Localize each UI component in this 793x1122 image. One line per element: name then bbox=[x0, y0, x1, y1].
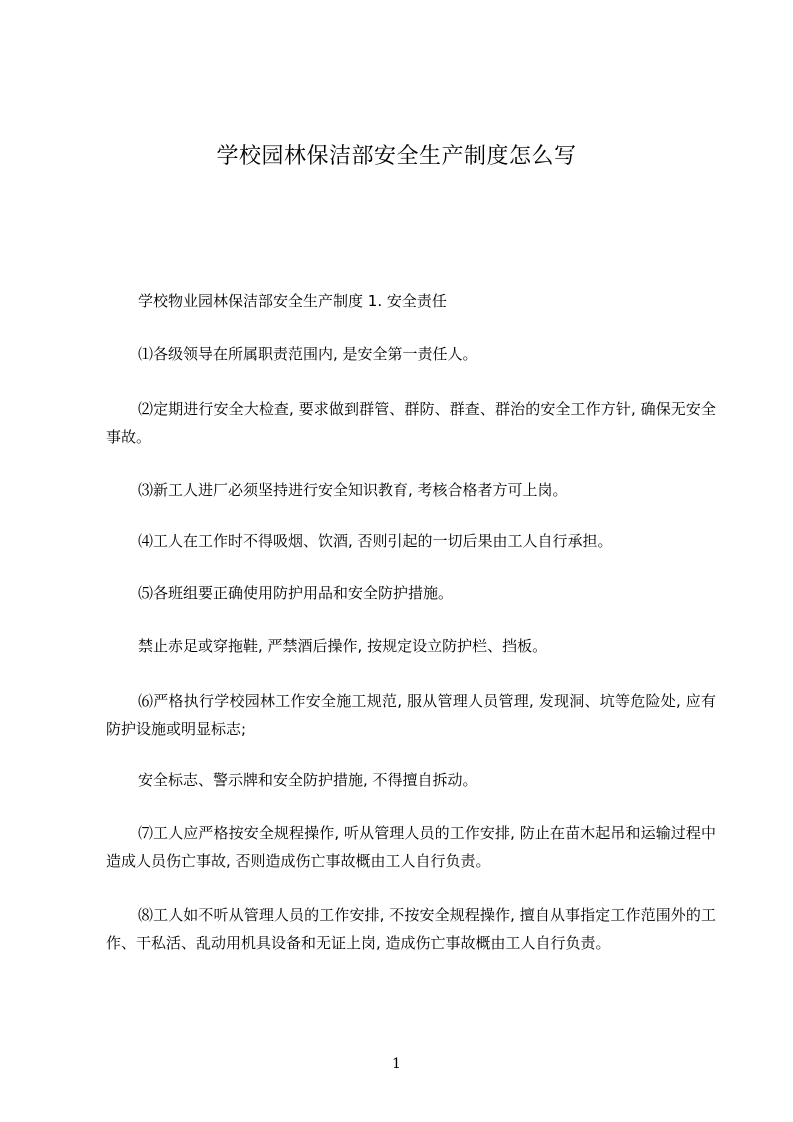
paragraph-item-1: ⑴各级领导在所属职责范围内, 是安全第一责任人。 bbox=[138, 345, 478, 363]
paragraph-item-5: ⑸各班组要正确使用防护用品和安全防护措施。 bbox=[138, 584, 454, 602]
paragraph-intro: 学校物业园林保洁部安全生产制度 1. 安全责任 bbox=[138, 292, 447, 310]
page-number: 1 bbox=[392, 1056, 401, 1072]
paragraph-item-6: ⑹严格执行学校园林工作安全施工规范, 服从管理人员管理, 发现洞、坑等危险处, 应有防护设施或明显标志; bbox=[106, 692, 716, 738]
document-title: 学校园林保洁部安全生产制度怎么写 bbox=[216, 144, 577, 169]
paragraph-item-4: ⑷工人在工作时不得吸烟、饮酒, 否则引起的一切后果由工人自行承担。 bbox=[138, 532, 613, 550]
paragraph-item-2: ⑵定期进行安全大检查, 要求做到群管、群防、群查、群治的安全工作方针, 确保无安全事故。 bbox=[106, 400, 716, 446]
paragraph-item-5-continued: 禁止赤足或穿拖鞋, 严禁酒后操作, 按规定设立防护栏、挡板。 bbox=[138, 637, 548, 655]
paragraph-item-7: ⑺工人应严格按安全规程操作, 听从管理人员的工作安排, 防止在苗木起吊和运输过程中造成人员伤亡事故, 否则造成伤亡事故概由工人自行负责。 bbox=[106, 824, 716, 870]
paragraph-item-8: ⑻工人如不听从管理人员的工作安排, 不按安全规程操作, 擅自从事指定工作范围外的工作、干私活、乱动用机具设备和无证上岗, 造成伤亡事故概由工人自行负责。 bbox=[106, 906, 716, 952]
paragraph-item-6-continued: 安全标志、警示牌和安全防护措施, 不得擅自拆动。 bbox=[138, 771, 478, 789]
paragraph-item-3: ⑶新工人进厂必须坚持进行安全知识教育, 考核合格者方可上岗。 bbox=[138, 481, 568, 499]
